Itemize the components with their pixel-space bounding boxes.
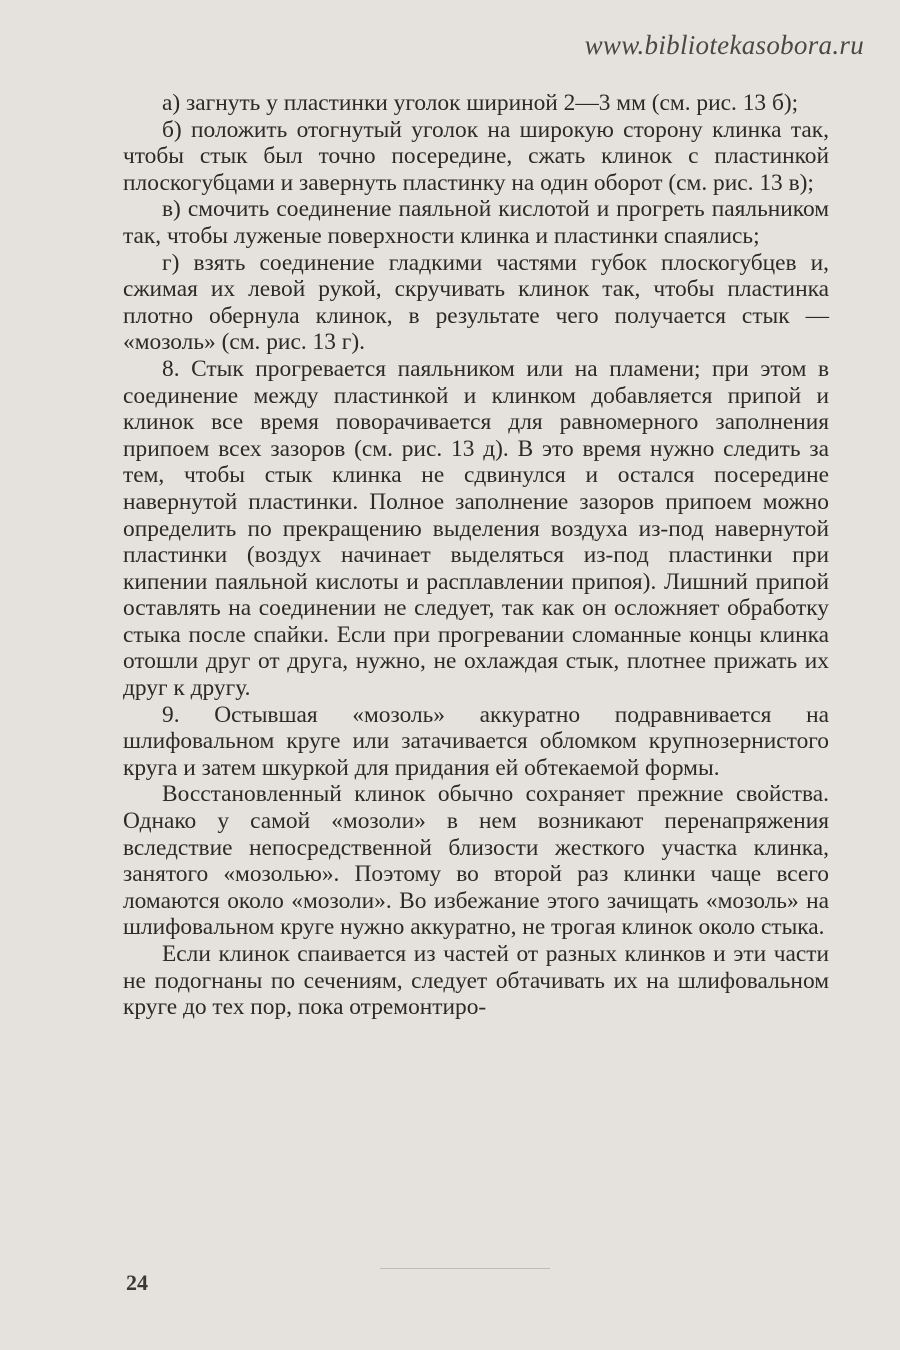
paragraph-step-8: 8. Стык прогревается паяльником или на пламени; при этом в соединение между пластинкой и клинком добавляется припой и клинок все время поворачивается для равномерного заполнения припоем всех зазоров (см. рис. 13 д). В это время нужно следить за тем, чтобы стык клинка не сдвинулся и остался посередине навернутой пластинки. Полное заполнение зазоров припоем можно определить по прекращению выделения воздуха из-под навернутой пластинки (воздух начинает выделяться из-под пластинки при кипении паяльной кислоты и расплавлении припоя). Лишний припой оставлять на соединении не следует, так как он осложняет обработку стыка после спайки. Если при прогревании сломанные концы клинка отошли друг от друга, нужно, не охлаждая стык, плотнее прижать их друг к другу. — [123, 355, 829, 702]
watermark-url: www.bibliotekasobora.ru — [584, 30, 864, 60]
paragraph-parts-blades: Если клинок спаивается из частей от разных клинков и эти части не подогнаны по сечениям, следует обтачивать их на шлифовальном круге до тех пор, пока отремонтиро- — [123, 941, 829, 1021]
paragraph-restored-blade: Восстановленный клинок обычно сохраняет прежние свойства. Однако у самой «мозоли» в нем возникают перенапряжения вследствие непосредственной близости жесткого участка клинка, занятого «мозолью». Поэтому во второй раз клинки чаще всего ломаются около «мозоли». Во избежание этого зачищать «мозоль» на шлифовальном круге нужно аккуратно, не трогая клинок около стыка. — [123, 781, 829, 941]
page-body-text — [123, 90, 829, 1021]
page-number: 24 — [126, 1270, 148, 1295]
paragraph-step-a: а) загнуть у пластинки уголок шириной 2—3 мм (см. рис. 13 б); — [162, 90, 799, 116]
paragraph-step-b: б) положить отогнутый уголок на широкую сторону клинка так, чтобы стык был точно посередине, сжать клинок с пластинкой плоскогубцами и завернуть пластинку на один оборот (см. рис. 13 в); — [123, 116, 829, 196]
paragraph-step-g: г) взять соединение гладкими частями губок плоскогубцев и, сжимая их левой рукой, скручивать клинок так, чтобы пластинка плотно обернула клинок, в результате чего получается стык — «мозоль» (см. рис. 13 г). — [123, 249, 829, 356]
paragraph-step-v: в) смочить соединение паяльной кислотой и прогреть паяльником так, чтобы луженые поверхности клинка и пластинки спаялись; — [123, 196, 829, 249]
paragraph-step-9: 9. Остывшая «мозоль» аккуратно подравнивается на шлифовальном круге или затачивается обломком крупнозернистого круга и затем шкуркой для придания ей обтекаемой формы. — [123, 701, 829, 781]
bottom-divider — [380, 1268, 550, 1269]
